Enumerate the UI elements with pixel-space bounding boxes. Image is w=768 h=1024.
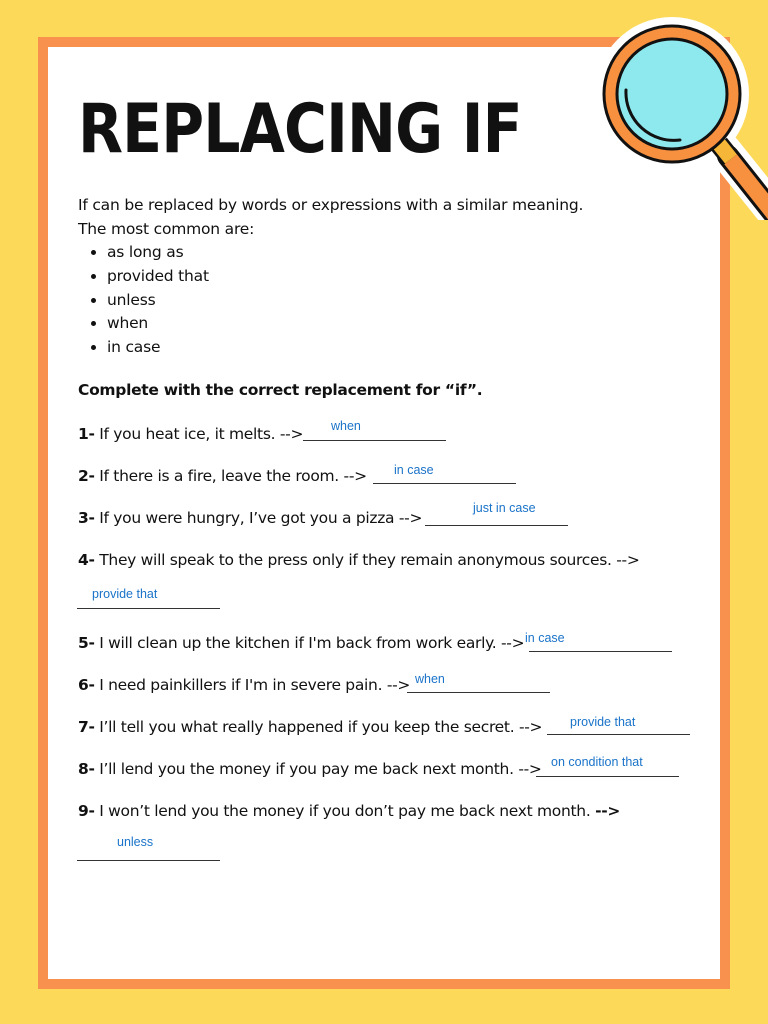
exercise-number: 7-	[78, 718, 95, 736]
list-item: • in case	[107, 336, 583, 360]
exercise-text: I’ll lend you the money if you pay me back next month. -->	[94, 760, 542, 778]
exercise-text: If you heat ice, it melts. -->	[94, 425, 304, 443]
answer-6: when	[415, 672, 445, 686]
answer-blank-3[interactable]	[425, 525, 568, 526]
exercise-text: They will speak to the press only if they remain anonymous sources. -->	[94, 551, 640, 569]
answer-5: in case	[525, 631, 565, 645]
answer-2: in case	[394, 463, 434, 477]
exercise-arrow: -->	[595, 802, 621, 820]
list-item: • as long as	[107, 241, 583, 265]
exercise-9	[78, 802, 620, 820]
answer-blank-9[interactable]	[77, 860, 220, 861]
exercise-number: 6-	[78, 676, 95, 694]
answer-3: just in case	[473, 501, 536, 515]
answer-blank-8[interactable]	[536, 776, 679, 777]
exercise-number: 9-	[78, 802, 95, 820]
answer-blank-7[interactable]	[547, 734, 690, 735]
answer-1: when	[331, 419, 361, 433]
answer-blank-2[interactable]	[373, 483, 516, 484]
answer-blank-6[interactable]	[407, 692, 550, 693]
answer-7: provide that	[570, 715, 636, 729]
answer-4: provide that	[92, 587, 158, 601]
exercise-6	[78, 676, 410, 694]
intro-line-2: The most common are:	[78, 219, 255, 238]
exercise-3	[78, 509, 422, 527]
exercise-number: 4-	[78, 551, 95, 569]
list-item: • provided that	[107, 265, 583, 289]
list-item: • when	[107, 312, 583, 336]
answer-blank-1[interactable]	[303, 440, 446, 441]
exercise-1	[78, 425, 303, 443]
exercise-text: I need painkillers if I'm in severe pain. -->	[94, 676, 411, 694]
intro-line-1: If can be replaced by words or expressions with a similar meaning.	[78, 196, 584, 214]
list-item: • unless	[107, 289, 583, 313]
exercise-8	[78, 760, 542, 778]
answer-blank-5[interactable]	[529, 651, 672, 652]
exercise-number: 3-	[78, 509, 95, 527]
page-title: REPLACING IF	[78, 90, 522, 169]
exercise-5	[78, 634, 524, 652]
magnifying-glass-icon	[588, 10, 768, 220]
exercise-text: If there is a fire, leave the room. -->	[94, 467, 367, 485]
replacement-list	[78, 241, 583, 360]
exercise-text: I’ll tell you what really happened if you keep the secret. -->	[94, 718, 543, 736]
intro-section	[78, 194, 583, 360]
exercise-2	[78, 467, 367, 485]
exercise-number: 1-	[78, 425, 95, 443]
exercise-number: 5-	[78, 634, 95, 652]
exercise-text: I will clean up the kitchen if I'm back from work early. -->	[94, 634, 525, 652]
exercise-4	[78, 551, 640, 569]
exercise-instruction: Complete with the correct replacement for “if”.	[78, 381, 483, 399]
answer-9: unless	[117, 835, 154, 849]
answer-blank-4[interactable]	[77, 608, 220, 609]
answer-8: on condition that	[551, 755, 643, 769]
exercise-text: I won’t lend you the money if you don’t pay me back next month.	[94, 802, 596, 820]
exercise-7	[78, 718, 542, 736]
exercise-text: If you were hungry, I’ve got you a pizza -->	[94, 509, 423, 527]
exercise-number: 2-	[78, 467, 95, 485]
exercise-number: 8-	[78, 760, 95, 778]
